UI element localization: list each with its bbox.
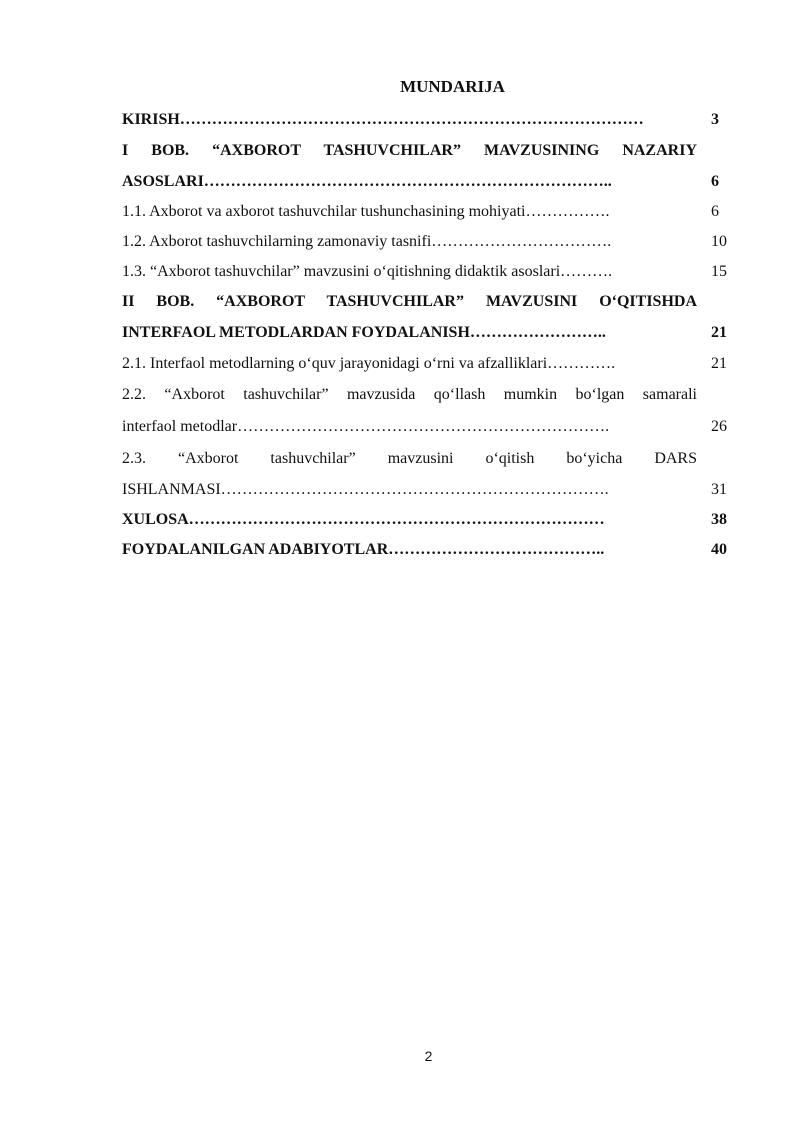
toc-entry-text: 1.2. Axborot tashuvchilarning zamonaviy tasnifi……………………………. xyxy=(122,233,612,250)
page-number: 2 xyxy=(424,1048,433,1064)
toc-page-number: 10 xyxy=(711,233,727,250)
toc-entry-text: FOYDALANILGAN ADABIYOTLAR………………………………….. xyxy=(122,541,605,558)
toc-entry-text-line-1: 2.2. “Axborot tashuvchilar” mavzusida qo‘llash mumkin bo‘lgan samarali xyxy=(122,386,697,403)
toc-page-number: 38 xyxy=(711,511,727,528)
toc-page-number: 3 xyxy=(711,111,719,128)
toc-page-number: 26 xyxy=(711,418,727,435)
toc-page-number: 21 xyxy=(711,355,727,372)
toc-entry-text: 1.1. Axborot va axborot tashuvchilar tushunchasining mohiyati……………. xyxy=(122,203,610,220)
toc-entry-text-line-2: INTERFAOL METODLARDAN FOYDALANISH…………………….. xyxy=(122,324,606,341)
toc-entry-text-line-1: I BOB. “AXBOROT TASHUVCHILAR” MAVZUSINING NAZARIY xyxy=(122,142,697,159)
toc-entry-text: KIRISH…………………………………………………………………………… xyxy=(122,111,644,128)
toc-entry-text: 1.3. “Axborot tashuvchilar” mavzusini o‘qitishning didaktik asoslari………. xyxy=(122,263,613,280)
toc-entry-text-line-2: ASOSLARI………………………………………………………………….. xyxy=(122,173,612,190)
toc-page-number: 15 xyxy=(711,263,727,280)
toc-page-number: 6 xyxy=(711,173,719,190)
toc-entry-text: 2.1. Interfaol metodlarning o‘quv jarayonidagi o‘rni va afzalliklari…………. xyxy=(122,355,616,372)
toc-entry-text-line-2: interfaol metodlar……………………………………………………………. xyxy=(122,418,610,435)
toc-entry-text-line-1: 2.3. “Axborot tashuvchilar” mavzusini o‘qitish bo‘yicha DARS xyxy=(122,450,697,467)
toc-page-number: 31 xyxy=(711,481,727,498)
toc-entry-text-line-2: ISHLANMASI………………………………………………………………. xyxy=(122,481,609,498)
toc-page-number: 40 xyxy=(711,541,727,558)
toc-entry-text: XULOSA…………………………………………………………………… xyxy=(122,511,605,528)
toc-entry-text-line-1: II BOB. “AXBOROT TASHUVCHILAR” MAVZUSINI O‘QITISHDA xyxy=(122,293,697,310)
toc-page-number: 6 xyxy=(711,203,719,220)
toc-page-number: 21 xyxy=(711,324,727,341)
page-title: MUNDARIJA xyxy=(400,77,505,96)
